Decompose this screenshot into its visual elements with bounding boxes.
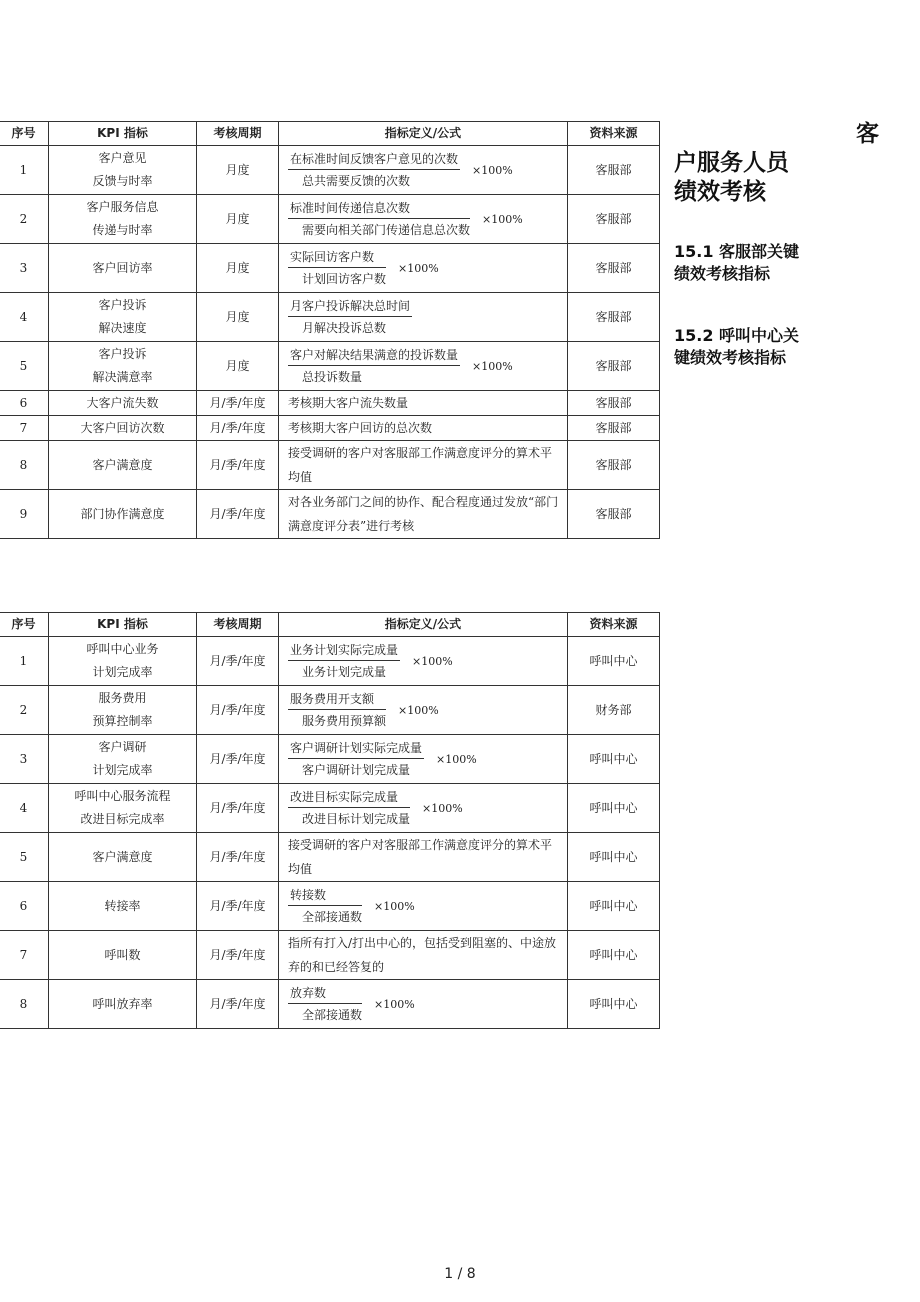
table-row [0, 882, 660, 931]
table-row [0, 391, 660, 416]
kpi-name [49, 146, 197, 195]
table-body [0, 146, 660, 539]
kpi-name [49, 416, 197, 441]
definition [279, 980, 568, 1029]
formula-numerator: 客户调研计划实际完成量 [288, 738, 424, 759]
period: 月度 [197, 244, 279, 293]
header-kpi: KPI 指标 [49, 613, 197, 637]
kpi-name-line: 呼叫中心业务 [86, 642, 159, 656]
data-source: 客服部 [568, 293, 660, 342]
kpi-name-line: 客户意见 [98, 151, 147, 165]
kpi-name [49, 833, 197, 882]
data-source: 客服部 [568, 490, 660, 539]
formula-denominator: 客户调研计划完成量 [302, 762, 411, 777]
header-source: 资料来源 [568, 122, 660, 146]
period: 月/季/年度 [197, 637, 279, 686]
period: 月/季/年度 [197, 735, 279, 784]
kpi-name [49, 882, 197, 931]
kpi-table-customer-service [0, 121, 660, 539]
kpi-name [49, 931, 197, 980]
row-number: 1 [0, 146, 49, 195]
table-header-row [0, 613, 660, 637]
kpi-name-line: 客户满意度 [92, 457, 153, 472]
data-source: 客服部 [568, 441, 660, 490]
kpi-name-line: 转接率 [104, 898, 141, 913]
formula-multiplier: ×100% [398, 703, 439, 717]
table-row [0, 637, 660, 686]
kpi-name-line: 解决满意率 [92, 370, 153, 384]
formula-numerator: 客户对解决结果满意的投诉数量 [288, 345, 460, 366]
title-char: 客 [856, 121, 879, 147]
kpi-name-line: 呼叫中心服务流程 [74, 789, 171, 803]
table-body [0, 637, 660, 1029]
table-header-row [0, 122, 660, 146]
kpi-name-line: 客户投诉 [98, 347, 147, 361]
definition-text: 接受调研的客户对客服部工作满意度评分的算术平均值 [288, 838, 553, 876]
kpi-name [49, 293, 197, 342]
formula [288, 198, 470, 241]
row-number: 4 [0, 293, 49, 342]
formula-multiplier: ×100% [412, 654, 453, 668]
definition [279, 784, 568, 833]
period: 月/季/年度 [197, 784, 279, 833]
formula-multiplier: ×100% [436, 752, 477, 766]
formula-multiplier: ×100% [374, 899, 415, 913]
kpi-name [49, 391, 197, 416]
data-source: 客服部 [568, 342, 660, 391]
data-source: 呼叫中心 [568, 784, 660, 833]
formula-numerator: 改进目标实际完成量 [288, 787, 410, 808]
table-row [0, 784, 660, 833]
kpi-name-line: 计划完成率 [92, 763, 153, 777]
formula-numerator: 实际回访客户数 [288, 247, 386, 268]
definition [279, 931, 568, 980]
formula [288, 247, 386, 290]
row-number: 7 [0, 416, 49, 441]
kpi-name-line: 服务费用 [98, 691, 147, 705]
table-row [0, 146, 660, 195]
section-heading-15-1-line1: 15.1 客服部关键 [674, 242, 800, 261]
kpi-name-line: 大客户流失数 [86, 395, 159, 410]
row-number: 5 [0, 342, 49, 391]
header-definition: 指标定义/公式 [279, 122, 568, 146]
data-source: 呼叫中心 [568, 735, 660, 784]
row-number: 8 [0, 980, 49, 1029]
row-number: 2 [0, 686, 49, 735]
formula-numerator: 放弃数 [288, 983, 362, 1004]
data-source: 客服部 [568, 391, 660, 416]
formula-numerator: 业务计划实际完成量 [288, 640, 400, 661]
period: 月/季/年度 [197, 441, 279, 490]
table-row [0, 931, 660, 980]
period: 月度 [197, 146, 279, 195]
kpi-name-line: 客户服务信息 [86, 200, 159, 214]
kpi-name-line: 客户回访率 [92, 260, 153, 275]
kpi-name-line: 大客户回访次数 [80, 420, 165, 435]
formula-denominator: 全部接通数 [302, 909, 363, 924]
period: 月/季/年度 [197, 686, 279, 735]
header-no: 序号 [0, 122, 49, 146]
formula-multiplier: ×100% [398, 261, 439, 275]
kpi-name-line: 预算控制率 [92, 714, 153, 728]
section-heading-15-2-line1: 15.2 呼叫中心关 [674, 326, 800, 345]
formula-denominator: 月解决投诉总数 [302, 320, 387, 335]
formula-numerator: 在标准时间反馈客户意见的次数 [288, 149, 460, 170]
formula-numerator: 标准时间传递信息次数 [288, 198, 470, 219]
page-title-line2: 户服务人员 [674, 150, 789, 176]
data-source: 客服部 [568, 416, 660, 441]
kpi-name-line: 解决速度 [98, 321, 147, 335]
row-number: 7 [0, 931, 49, 980]
formula [288, 885, 362, 928]
formula-numerator: 服务费用开支额 [288, 689, 386, 710]
definition [279, 244, 568, 293]
row-number: 6 [0, 882, 49, 931]
definition [279, 342, 568, 391]
formula-numerator: 月客户投诉解决总时间 [288, 296, 412, 317]
kpi-name-line: 客户投诉 [98, 298, 147, 312]
formula-multiplier: ×100% [482, 212, 523, 226]
kpi-name-line: 反馈与时率 [92, 174, 153, 188]
definition [279, 391, 568, 416]
kpi-name-line: 客户调研 [98, 740, 147, 754]
formula-multiplier: ×100% [472, 359, 513, 373]
kpi-name [49, 784, 197, 833]
definition-text: 指所有打入/打出中心的，包括受到阻塞的、中途放弃的和已经答复的 [288, 936, 557, 974]
row-number: 9 [0, 490, 49, 539]
definition [279, 146, 568, 195]
page-title-line3: 绩效考核 [674, 179, 766, 205]
formula-denominator: 总共需要反馈的次数 [302, 173, 411, 188]
definition [279, 293, 568, 342]
period: 月/季/年度 [197, 391, 279, 416]
definition-text: 接受调研的客户对客服部工作满意度评分的算术平均值 [288, 446, 553, 484]
definition [279, 490, 568, 539]
table-row [0, 244, 660, 293]
header-definition: 指标定义/公式 [279, 613, 568, 637]
formula-numerator: 转接数 [288, 885, 362, 906]
kpi-name [49, 490, 197, 539]
kpi-name [49, 980, 197, 1029]
kpi-name-line: 计划完成率 [92, 665, 153, 679]
period: 月度 [197, 293, 279, 342]
data-source: 客服部 [568, 244, 660, 293]
formula [288, 983, 362, 1026]
formula-denominator: 业务计划完成量 [302, 664, 387, 679]
formula-denominator: 改进目标计划完成量 [302, 811, 411, 826]
kpi-name-line: 呼叫放弃率 [92, 996, 153, 1011]
kpi-name-line: 客户满意度 [92, 849, 153, 864]
data-source: 客服部 [568, 195, 660, 244]
row-number: 8 [0, 441, 49, 490]
period: 月/季/年度 [197, 931, 279, 980]
kpi-name [49, 637, 197, 686]
formula-multiplier: ×100% [422, 801, 463, 815]
kpi-name [49, 342, 197, 391]
formula [288, 640, 400, 683]
row-number: 6 [0, 391, 49, 416]
table-row [0, 686, 660, 735]
header-period: 考核周期 [197, 613, 279, 637]
formula [288, 689, 386, 732]
kpi-name-line: 改进目标完成率 [80, 812, 165, 826]
table-row [0, 195, 660, 244]
kpi-name [49, 735, 197, 784]
data-source: 客服部 [568, 146, 660, 195]
formula [288, 738, 424, 781]
table-row [0, 980, 660, 1029]
definition-text: 考核期大客户回访的总次数 [288, 421, 433, 435]
formula-denominator: 总投诉数量 [302, 369, 363, 384]
definition-text: 考核期大客户流失数量 [288, 396, 409, 410]
definition-text: 对各业务部门之间的协作、配合程度通过发放“部门满意度评分表”进行考核 [288, 495, 559, 533]
data-source: 呼叫中心 [568, 833, 660, 882]
definition [279, 441, 568, 490]
kpi-name [49, 195, 197, 244]
period: 月/季/年度 [197, 490, 279, 539]
period: 月/季/年度 [197, 980, 279, 1029]
row-number: 4 [0, 784, 49, 833]
section-heading-15-1-line2: 绩效考核指标 [674, 264, 771, 283]
formula-denominator: 需要向相关部门传递信息总次数 [302, 222, 471, 237]
data-source: 财务部 [568, 686, 660, 735]
formula-denominator: 服务费用预算额 [302, 713, 387, 728]
table-row [0, 293, 660, 342]
kpi-name-line: 呼叫数 [104, 947, 141, 962]
kpi-table-call-center [0, 612, 660, 1029]
kpi-name-line: 传递与时率 [92, 223, 153, 237]
row-number: 3 [0, 244, 49, 293]
definition [279, 882, 568, 931]
formula [288, 296, 412, 339]
table-row [0, 490, 660, 539]
header-no: 序号 [0, 613, 49, 637]
formula [288, 345, 460, 388]
formula [288, 149, 460, 192]
formula-denominator: 全部接通数 [302, 1007, 363, 1022]
header-source: 资料来源 [568, 613, 660, 637]
definition [279, 833, 568, 882]
table-row [0, 342, 660, 391]
data-source: 呼叫中心 [568, 980, 660, 1029]
definition [279, 637, 568, 686]
table-row [0, 735, 660, 784]
table-row [0, 441, 660, 490]
table-row [0, 833, 660, 882]
row-number: 5 [0, 833, 49, 882]
definition [279, 416, 568, 441]
row-number: 2 [0, 195, 49, 244]
period: 月度 [197, 195, 279, 244]
kpi-name [49, 244, 197, 293]
kpi-name [49, 441, 197, 490]
header-kpi: KPI 指标 [49, 122, 197, 146]
row-number: 1 [0, 637, 49, 686]
row-number: 3 [0, 735, 49, 784]
formula-multiplier: ×100% [472, 163, 513, 177]
period: 月/季/年度 [197, 882, 279, 931]
data-source: 呼叫中心 [568, 637, 660, 686]
period: 月/季/年度 [197, 833, 279, 882]
kpi-name [49, 686, 197, 735]
table-row [0, 416, 660, 441]
formula [288, 787, 410, 830]
section-heading-15-2-line2: 键绩效考核指标 [674, 348, 787, 367]
header-period: 考核周期 [197, 122, 279, 146]
definition [279, 686, 568, 735]
formula-denominator: 计划回访客户数 [302, 271, 387, 286]
definition [279, 195, 568, 244]
period: 月度 [197, 342, 279, 391]
page-number: 1 / 8 [444, 1266, 476, 1282]
formula-multiplier: ×100% [374, 997, 415, 1011]
data-source: 呼叫中心 [568, 931, 660, 980]
definition [279, 735, 568, 784]
period: 月/季/年度 [197, 416, 279, 441]
data-source: 呼叫中心 [568, 882, 660, 931]
kpi-name-line: 部门协作满意度 [80, 506, 165, 521]
